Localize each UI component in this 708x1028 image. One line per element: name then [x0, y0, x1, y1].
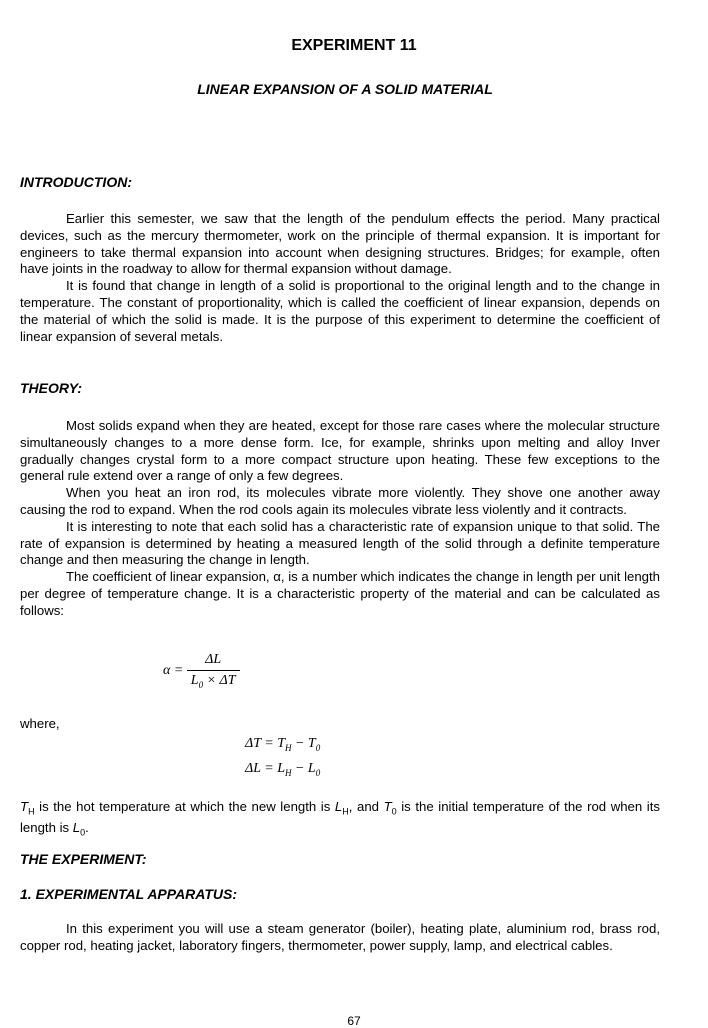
experiment-heading: THE EXPERIMENT: [20, 851, 147, 867]
def-th: T [20, 799, 29, 814]
def-text-1: is the hot temperature at which the new length is [34, 799, 335, 814]
theory-paragraph-1: Most solids expand when they are heated, except for those rare cases where the molecular structure simultaneously changes to a more dense form. Ice, for example, shrinks upon melting and alloy Inver gradually changes crystal form to a more compact structure upon heating. These few exceptions to the general rule extend over a range of only a few degrees. [20, 418, 660, 484]
introduction-body [20, 211, 660, 345]
apparatus-heading: 1. EXPERIMENTAL APPARATUS: [20, 886, 238, 902]
def-text-3: is the initial temperature of the rod when its length is [20, 799, 660, 836]
theory-paragraph-2: When you heat an iron rod, its molecules vibrate more violently. They shove one another away causing the rod to expand. When the rod cools again its molecules vibrate less violently and it contracts. [20, 485, 660, 517]
eq1-part-b: − T [291, 736, 316, 751]
introduction-paragraph-1: Earlier this semester, we saw that the length of the pendulum effects the period. Many practical devices, such as the mercury thermometer, work on the principle of thermal expansion. It is important for engineers to take thermal expansion into account when designing structures. Bridges; for example, often have joints in the roadway to allow for thermal expansion without damage. [20, 211, 660, 277]
theory-heading: THEORY: [20, 380, 82, 396]
delta-t-equation [245, 736, 320, 753]
theory-paragraph-3: It is interesting to note that each solid has a characteristic rate of expansion unique to that solid. The rate of expansion is determined by heating a measured length of the solid through a definite temperature change and then measuring the change in length. [20, 518, 660, 568]
def-text-4: . [85, 820, 89, 836]
def-l0-sub: 0 [80, 828, 86, 839]
introduction-heading: INTRODUCTION: [20, 174, 132, 190]
apparatus-paragraph: In this experiment you will use a steam generator (boiler), heating plate, aluminium rod, brass rod, copper rod, heating jacket, laboratory fingers, thermometer, power supply, lamp, and electrical cables. [20, 921, 660, 953]
def-t0: T [383, 799, 392, 814]
eq1-sub-a: H [284, 742, 292, 753]
def-text-2: , and [348, 799, 384, 814]
def-l0: L [72, 820, 81, 836]
eq2-sub-b: 0 [315, 767, 321, 778]
eq1-sub-b: 0 [315, 742, 321, 753]
eq1-part-a: ΔT = T [245, 736, 285, 751]
page-number: 67 [347, 1014, 361, 1028]
def-t0-sub: 0 [391, 806, 397, 817]
variable-definitions [20, 799, 660, 842]
den-L-sub: 0 [198, 679, 204, 690]
alpha-formula [163, 652, 240, 690]
alpha-formula-numerator: ΔL [205, 652, 222, 667]
den-rest: × ΔT [203, 673, 236, 688]
eq2-sub-a: H [284, 767, 292, 778]
def-lh-sub: H [342, 806, 349, 817]
introduction-paragraph-2: It is found that change in length of a solid is proportional to the original length and to the change in temperature. The constant of proportionality, which is called the coefficient of linear expansion, depends on the material of which the solid is made. It is the purpose of this experiment to determine the coefficient of linear expansion of several metals. [20, 278, 660, 344]
alpha-formula-fraction [187, 652, 240, 690]
where-label: where, [20, 716, 60, 731]
alpha-formula-lhs: α = [163, 663, 184, 679]
def-th-sub: H [28, 806, 35, 817]
theory-paragraph-4: The coefficient of linear expansion, α, is a number which indicates the change in length per unit length per degree of temperature change. It is a characteristic property of the material and can be calculated as follows: [20, 569, 660, 618]
den-L: L [190, 673, 199, 688]
alpha-formula-denominator [187, 670, 240, 690]
eq2-part-b: − L [291, 761, 316, 776]
eq2-part-a: ΔL = L [245, 761, 285, 776]
apparatus-body [20, 921, 660, 955]
page-subtitle: LINEAR EXPANSION OF A SOLID MATERIAL [197, 81, 493, 97]
def-lh: L [334, 799, 343, 814]
page-title: EXPERIMENT 11 [291, 37, 417, 54]
theory-body [20, 418, 660, 620]
delta-l-equation [245, 761, 320, 778]
